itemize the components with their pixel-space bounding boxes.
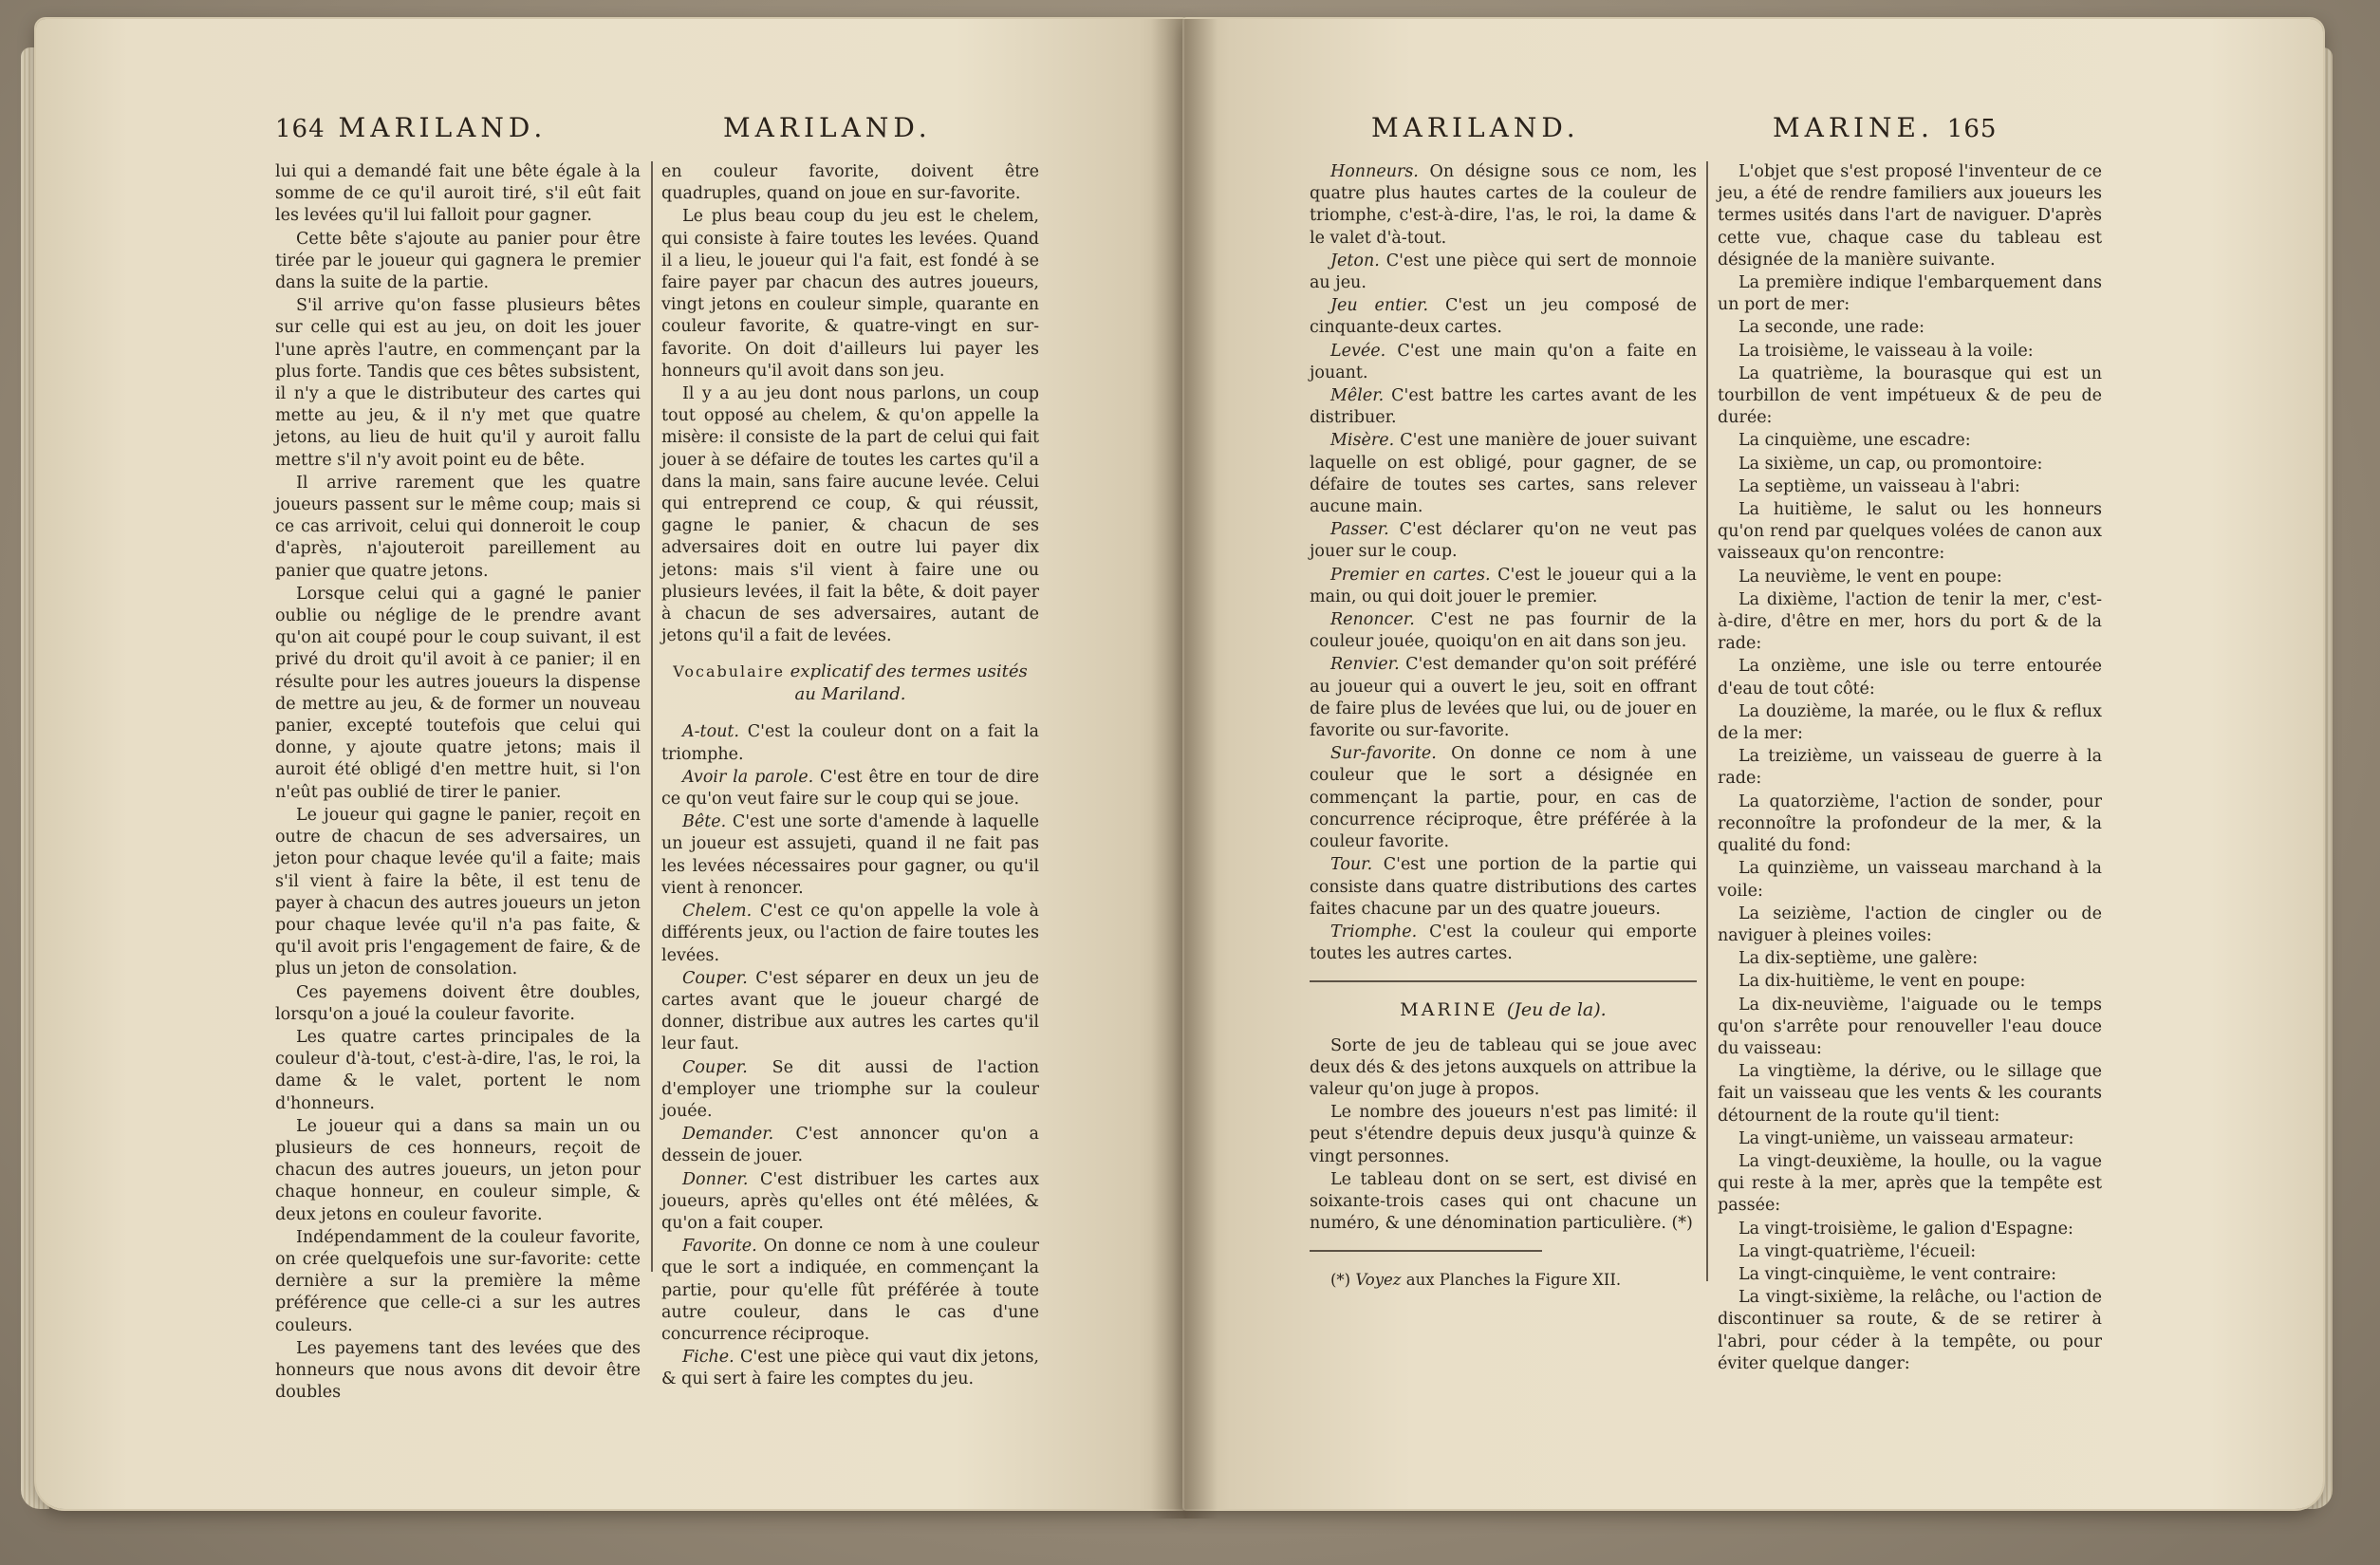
vocabulary-entry	[1310, 654, 1697, 742]
right-page-header-2	[1773, 112, 1997, 150]
vocabulary-definition: C'est la couleur dont on a fait la triomphe.	[661, 722, 1039, 764]
paragraph: La vingt-quatrième, l'écueil:	[1739, 1241, 1977, 1261]
paragraph: La seconde, une rade:	[1739, 318, 1924, 338]
paragraph: La neuvième, le vent en poupe:	[1739, 567, 2002, 587]
vocabulary-term: Renvier.	[1330, 655, 1400, 675]
footnote-text: aux Planches la Figure XII.	[1405, 1271, 1622, 1290]
footnote	[1310, 1269, 1697, 1291]
paragraph: Il arrive rarement que les quatre joueurs passent sur le même coup; mais si ce cas arrivoit, celui qui donneroit le coup d'après, n'ajouteroit pareillement au panier que quatre jetons.	[275, 473, 641, 581]
vocabulary-definition: C'est une portion de la partie qui consiste dans quatre distributions des cartes faites chacune par un des quatre joueurs.	[1310, 855, 1697, 919]
footnote-italic: Voyez	[1355, 1271, 1402, 1290]
vocabulary-entry	[661, 1236, 1039, 1346]
vocabulary-section-title	[661, 661, 1039, 706]
vocabulary-list-right	[1310, 161, 1697, 965]
vocabulary-term: Demander.	[682, 1125, 774, 1145]
vocabulary-definition: C'est une manière de jouer suivant laquelle on est obligé, pour gagner, de se défaire de toutes ses cartes, sans relever aucune main.	[1310, 431, 1697, 517]
marine-subtitle: (Jeu de la).	[1506, 999, 1607, 1021]
vocabulary-entry	[661, 901, 1039, 967]
vocabulary-term: Couper.	[682, 1057, 748, 1077]
vocabulary-term: Renoncer.	[1330, 610, 1415, 630]
paragraph: La vingt-unième, un vaisseau armateur:	[1739, 1128, 2074, 1148]
vocabulary-term: Avoir la parole.	[682, 767, 814, 787]
paragraph: en couleur favorite, doivent être quadruples, quand on joue en sur-favorite.	[661, 162, 1039, 204]
paragraph: La vingt-deuxième, la houlle, ou la vague qui reste à la mer, après que la tempête est passée:	[1718, 1151, 2102, 1216]
vocabulary-definition: C'est ne pas fournir de la couleur jouée, quoiqu'on en ait dans son jeu.	[1310, 610, 1697, 652]
paragraph: Les quatre cartes principales de la couleur d'à-tout, c'est-à-dire, l'as, le roi, la dame & le valet, portent le nom d'honneurs.	[275, 1027, 641, 1113]
paragraph: Les payemens tant des levées que des honneurs que nous avons dit devoir être doubles	[275, 1338, 641, 1403]
right-page-number: 165	[1946, 115, 1998, 143]
right-page-column-1	[1310, 161, 1697, 1293]
vocabulary-entry	[661, 811, 1039, 900]
vocabulary-term: Chelem.	[682, 902, 753, 922]
left-page-number: 164	[275, 115, 325, 143]
vocabulary-entry	[661, 1057, 1039, 1124]
vocabulary-entry	[1310, 922, 1697, 965]
vocabulary-entry	[661, 721, 1039, 765]
paragraph: Il y a au jeu dont nous parlons, un coup tout opposé au chelem, & qu'on appelle la misère: il consiste de la part de celui qui fait jouer à se défaire de toutes les cartes qu'il a dans la main, sans faire aucune levée. Celui qui entreprend ce coup, & qui réussit, gagne le panier, & chacun de ses adversaires doit en outre lui payer dix jetons: mais s'il vient à faire une ou plusieurs levées, il fait la bête, & doit payer à chacun de ses adversaires, autant de jetons qu'il a fait de levées.	[661, 384, 1039, 646]
vocabulary-entry	[1310, 854, 1697, 921]
right-running-title-2: MARINE.	[1773, 112, 1934, 143]
vocabulary-definition: C'est une main qu'on a faite en jouant.	[1310, 341, 1697, 382]
vocabulary-definition: C'est un jeu composé de cinquante-deux cartes.	[1310, 296, 1697, 338]
paragraph: La quinzième, un vaisseau marchand à la voile:	[1718, 859, 2102, 901]
paragraph: La cinquième, une escadre:	[1739, 431, 1971, 451]
paragraph: La seizième, l'action de cingler ou de naviguer à pleines voiles:	[1718, 904, 2102, 945]
vocabulary-entry	[661, 1347, 1039, 1390]
vocabulary-entry	[1310, 565, 1697, 608]
vocabulary-definition: C'est ce qu'on appelle la vole à différents jeux, ou l'action de faire toutes les levées.	[661, 902, 1039, 965]
right-running-title-1: MARILAND.	[1371, 112, 1580, 143]
vocabulary-entry	[1310, 519, 1697, 563]
left-running-title-1: MARILAND.	[338, 112, 548, 143]
paragraph: La onzième, une isle ou terre entourée d'eau de tout côté:	[1718, 657, 2102, 699]
vocabulary-definition: C'est annoncer qu'on a dessein de jouer.	[661, 1125, 1039, 1166]
paragraph: La vingtième, la dérive, ou le sillage que fait un vaisseau que les vents & les courants détournent de la route qu'il tient:	[1718, 1062, 2102, 1126]
vocabulary-definition: C'est déclarer qu'on ne veut pas jouer sur le coup.	[1310, 520, 1697, 562]
vocabulary-entry	[1310, 743, 1697, 853]
section-rule	[1310, 980, 1697, 982]
paragraph: lui qui a demandé fait une bête égale à la somme de ce qu'il auroit tiré, s'il eût fait les levées qu'il lui falloit pour gagner.	[275, 162, 641, 226]
left-page-column-1	[275, 161, 641, 1405]
paragraph: La première indique l'embarquement dans un port de mer:	[1718, 273, 2102, 315]
paragraph: La quatrième, la bourasque qui est un tourbillon de vent impétueux & de peu de durée:	[1718, 363, 2102, 428]
paragraph: La huitième, le salut ou les honneurs qu'on rend par quelques volées de canon aux vaisseaux qu'on rencontre:	[1718, 500, 2102, 564]
paragraph: Lorsque celui qui a gagné le panier oublie ou néglige de le prendre avant qu'on ait coupé pour le coup suivant, il est privé du droit qu'il avoit à ce panier; il en résulte pour les autres joueurs la dispense de mettre au jeu, & de former un nouveau panier, excepté toutefois que celui qui donne, y ajoute quatre jetons; mais il auroit été obligé d'en mettre huit, si l'on n'eût pas oublié de tirer le panier.	[275, 584, 641, 802]
vocabulary-term: Fiche.	[682, 1348, 734, 1368]
vocabulary-definition: C'est séparer en deux un jeu de cartes avant que le joueur chargé de donner, distribue aux autres les cartes qu'il leur faut.	[661, 968, 1039, 1054]
paragraph: La dix-neuvième, l'aiguade ou le temps qu'on s'arrête pour renouveller l'eau douce du vaisseau:	[1718, 995, 2102, 1058]
vocabulary-entry	[1310, 430, 1697, 518]
book-gutter	[1151, 19, 1218, 1518]
paragraph: Indépendamment de la couleur favorite, on crée quelquefois une sur-favorite: cette dernière a sur la première la même préférence que celle-ci a sur les autres couleurs.	[275, 1227, 641, 1335]
left-page-column-2	[661, 161, 1039, 1392]
vocabulary-definition: On donne ce nom à une couleur que le sort a désignée en commençant la partie, pour, en cas de concurrence réciproque, être préférée à la couleur favorite.	[1310, 744, 1697, 852]
vocabulary-definition: C'est une sorte d'amende à laquelle un joueur est assujeti, quand il ne fait pas les levées nécessaires pour gagner, ou qu'il vient à renoncer.	[661, 812, 1039, 898]
marine-section-title	[1310, 999, 1697, 1021]
paragraph: La dix-huitième, le vent en poupe:	[1739, 972, 2026, 992]
left-page-header-1	[275, 112, 547, 150]
vocabulary-term: Donner.	[682, 1169, 749, 1189]
paragraph: L'objet que s'est proposé l'inventeur de ce jeu, a été de rendre familiers aux joueurs les termes usités dans l'art de naviguer. D'après cette vue, chaque case du tableau est désignée de la manière suivante.	[1718, 162, 2102, 270]
vocabulary-term: A-tout.	[682, 722, 739, 742]
paragraph: Le plus beau coup du jeu est le chelem, qui consiste à faire toutes les levées. Quand il a lieu, le joueur qui l'a fait, est fondé à se faire payer par chacun des autres joueurs, vingt jetons en couleur simple, quarante en couleur favorite, & quatre-vingt en sur-favorite. On doit d'ailleurs lui payer les honneurs qu'il avoit dans son jeu.	[661, 207, 1039, 381]
vocabulary-entry	[661, 968, 1039, 1056]
vocabulary-entry	[661, 1169, 1039, 1236]
vocabulary-term: Misère.	[1330, 431, 1395, 451]
vocabulary-definition: C'est le joueur qui a la main, ou qui doit jouer le premier.	[1310, 565, 1697, 606]
vocabulary-term: Levée.	[1330, 341, 1386, 361]
paragraph: Le nombre des joueurs n'est pas limité: il peut s'étendre depuis deux jusqu'à quinze & vingt personnes.	[1310, 1103, 1697, 1166]
vocabulary-term: Favorite.	[682, 1237, 757, 1257]
paragraph: La vingt-sixième, la relâche, ou l'action de discontinuer sa route, & de se retirer à l'abri, pour céder à la tempête, ou pour éviter quelque danger:	[1718, 1288, 2102, 1373]
vocabulary-entry	[661, 767, 1039, 810]
left-running-title-2: MARILAND.	[723, 112, 932, 143]
vocabulary-title-rest: explicatif des termes usités au Mariland.	[790, 661, 1028, 705]
vocabulary-entry	[1310, 609, 1697, 653]
paragraph: La dixième, l'action de tenir la mer, c'est-à-dire, d'être en mer, hors du port & de la rade:	[1718, 589, 2102, 654]
vocabulary-term: Sur-favorite.	[1330, 744, 1437, 764]
vocabulary-definition: C'est une pièce qui sert de monnoie au jeu.	[1310, 251, 1697, 293]
paragraph: La sixième, un cap, ou promontoire:	[1739, 454, 2043, 474]
vocabulary-term: Triomphe.	[1330, 922, 1418, 941]
vocabulary-definition: C'est distribuer les cartes aux joueurs, après qu'elles ont été mêlées, & qu'on a fait couper.	[661, 1169, 1039, 1233]
right-column-rule	[1706, 161, 1708, 1281]
vocabulary-entry	[1310, 341, 1697, 384]
vocabulary-term: Couper.	[682, 968, 748, 988]
vocabulary-definition: C'est battre les cartes avant de les distribuer.	[1310, 386, 1697, 428]
paragraph: Le tableau dont on se sert, est divisé en soixante-trois cases qui ont chacune un numéro, & une dénomination particulière. (*)	[1310, 1169, 1697, 1234]
vocabulary-definition: C'est être en tour de dire ce qu'on veut faire sur le coup qui se joue.	[661, 767, 1039, 810]
footnote-mark: (*)	[1330, 1271, 1351, 1290]
vocabulary-definition: C'est la couleur qui emporte toutes les autres cartes.	[1310, 922, 1697, 964]
right-page-header-1	[1371, 112, 1580, 150]
paragraph: La troisième, le vaisseau à la voile:	[1739, 341, 2034, 361]
paragraph: Le joueur qui a dans sa main un ou plusieurs de ces honneurs, reçoit de chacun des autres joueurs, un jeton pour chaque honneur, en couleur simple, & deux jetons en couleur favorite.	[275, 1116, 641, 1224]
vocabulary-entry	[1310, 385, 1697, 429]
paragraph: La quatorzième, l'action de sonder, pour reconnoître la profondeur de la mer, & la qualité du fond:	[1718, 792, 2102, 856]
vocabulary-term: Passer.	[1330, 520, 1389, 540]
paragraph: La septième, un vaisseau à l'abri:	[1739, 476, 2020, 496]
paragraph: La vingt-troisième, le galion d'Espagne:	[1739, 1219, 2073, 1239]
vocabulary-term: Bête.	[682, 812, 727, 832]
vocabulary-entry	[1310, 295, 1697, 339]
paragraph: Ces payemens doivent être doubles, lorsqu'on a joué la couleur favorite.	[275, 982, 641, 1024]
paragraph: S'il arrive qu'on fasse plusieurs bêtes sur celle qui est au jeu, on doit les jouer l'une après l'autre, en commençant par la plus forte. Tandis que ces bêtes subsistent, il n'y a que le distributeur des cartes qui mette au jeu, & il n'y met que quatre jetons, au lieu de huit qu'il y auroit fallu mettre s'il n'y avoit point eu de bête.	[275, 296, 641, 470]
footnote-rule	[1310, 1250, 1542, 1252]
paragraph: La treizième, un vaisseau de guerre à la rade:	[1718, 747, 2102, 789]
vocabulary-term: Jeton.	[1330, 251, 1380, 270]
vocabulary-term: Mêler.	[1330, 386, 1385, 406]
marine-title: MARINE	[1400, 999, 1498, 1021]
vocabulary-definition: C'est demander qu'on soit préféré au joueur qui a ouvert le jeu, soit en offrant de faire plus de levées que lui, ou de jouer en favorite ou sur-favorite.	[1310, 655, 1697, 741]
paragraph: La vingt-cinquième, le vent contraire:	[1739, 1264, 2056, 1284]
paragraph: La dix-septième, une galère:	[1739, 949, 1979, 969]
vocabulary-entry	[661, 1124, 1039, 1167]
vocabulary-title-smallcaps: Vocabulaire	[673, 662, 785, 681]
vocabulary-term: Jeu entier.	[1330, 296, 1429, 316]
vocabulary-definition: Se dit aussi de l'action d'employer une triomphe sur la couleur jouée.	[661, 1057, 1039, 1121]
vocabulary-term: Premier en cartes.	[1330, 565, 1491, 585]
paragraph: Sorte de jeu de tableau qui se joue avec deux dés & des jetons auxquels on attribue la valeur qu'on juge à propos.	[1310, 1035, 1697, 1099]
vocabulary-list-left	[661, 721, 1039, 1390]
vocabulary-definition: On donne ce nom à une couleur que le sort a indiquée, en commençant la partie, pour qu'elle fût préférée à toute autre couleur, dans le cas d'une concurrence réciproque.	[661, 1237, 1039, 1344]
vocabulary-definition: C'est une pièce qui vaut dix jetons, & qui sert à faire les comptes du jeu.	[661, 1348, 1039, 1389]
vocabulary-term: Honneurs.	[1330, 162, 1419, 181]
left-column-rule	[651, 161, 653, 1272]
paragraph: La douzième, la marée, ou le flux & reflux de la mer:	[1718, 701, 2102, 744]
left-page-header-2	[723, 112, 932, 150]
vocabulary-definition: On désigne sous ce nom, les quatre plus hautes cartes de la couleur de triomphe, c'est-à-dire, l'as, le roi, la dame & le valet d'à-tout.	[1310, 162, 1697, 248]
vocabulary-entry	[1310, 251, 1697, 294]
paragraph: Cette bête s'ajoute au panier pour être tirée par le joueur qui gagnera le premier dans la suite de la partie.	[275, 229, 641, 293]
right-page-column-2	[1718, 161, 2102, 1376]
vocabulary-term: Tour.	[1330, 855, 1373, 875]
vocabulary-entry	[1310, 161, 1697, 250]
paragraph: Le joueur qui gagne le panier, reçoit en outre de chacun de ses adversaires, un jeton pour chaque levée qu'il a faite; mais s'il vient à faire la bête, il est tenu de payer à chacun des autres joueurs un jeton pour chaque levée qu'il n'a pas faite, & qu'il avoit pris l'engagement de faire, & de plus un jeton de consolation.	[275, 805, 641, 979]
